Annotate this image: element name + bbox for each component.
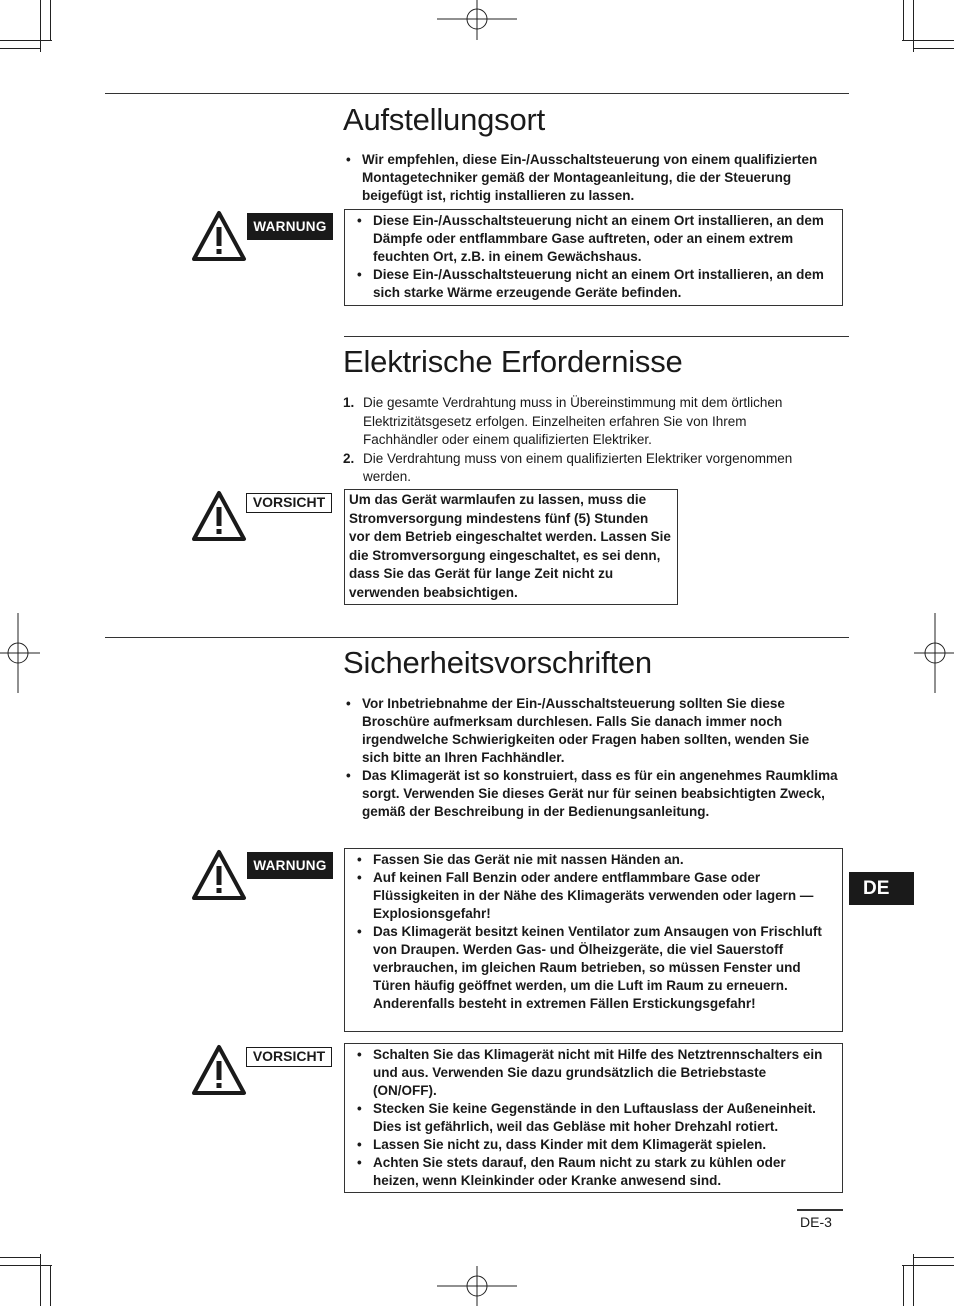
warning-triangle-icon: [191, 1044, 247, 1096]
list-item: [343, 394, 823, 450]
registration-mark-icon: [437, 0, 517, 40]
caution-box: [344, 489, 678, 605]
caution-label: VORSICHT: [246, 493, 332, 513]
list-item: • Wir empfehlen, diese Ein-/Ausschaltsteuerung von einem qualifizierten Montagetechniker gemäß der Montageanleitung, die der Steuerung beigefügt ist, richtig installieren zu lassen.: [344, 151, 839, 205]
caution-label: VORSICHT: [246, 1047, 332, 1067]
language-tab: DE: [849, 872, 914, 905]
item-text: Die gesamte Verdrahtung muss in Übereinstimmung mit dem örtlichen Elektrizitätsgesetz erfolgen. Einzelheiten erfahren Sie von Ihrem Fachhändler oder einem qualifizierten Elektriker.: [363, 395, 783, 447]
list-item: [343, 450, 823, 487]
item-number: 2.: [343, 450, 355, 466]
numbered-list: [343, 394, 823, 487]
section-title: Sicherheitsvorschriften: [343, 645, 652, 680]
registration-mark-icon: [0, 613, 40, 693]
warning-triangle-icon: [191, 849, 247, 901]
warning-label: WARNUNG: [247, 213, 333, 240]
warning-label: WARNUNG: [247, 852, 333, 879]
warning-box: [344, 848, 843, 1032]
list-item: • Das Klimagerät besitzt keinen Ventilator zum Ansaugen von Frischluft von Draupen. Werden Gas- und Ölheizgeräte, die viel Sauerstoff verbrauchen, im gleichen Raum betrieben, so müssen Fenster und Türen häufig geöffnet werden, um die Luft im Raum zu erneuern. Anderenfalls besteht in extremen Fällen Erstickungsgefahr!: [355, 923, 832, 1013]
list-item: • Vor Inbetriebnahme der Ein-/Ausschaltsteuerung sollten Sie diese Broschüre aufmerksam durchlesen. Falls Sie danach immer noch irgendwelche Schwierigkeiten oder Fragen haben sollten, wenden Sie sich bitte an Ihren Fachhändler.: [344, 695, 839, 767]
list-item: • Achten Sie stets darauf, den Raum nicht zu stark zu kühlen oder heizen, wenn Kleinkinder oder Kranke anwesend sind.: [355, 1154, 832, 1190]
list-item: • Stecken Sie keine Gegenstände in den Luftauslass der Außeneinheit. Dies ist gefährlich, weil das Gebläse mit hoher Drehzahl rotiert.: [355, 1100, 832, 1136]
list-item: • Schalten Sie das Klimagerät nicht mit Hilfe des Netztrennschalters ein und aus. Verwenden Sie dazu grundsätzlich die Betriebstaste (ON/OFF).: [355, 1046, 832, 1100]
item-number: 1.: [343, 395, 355, 410]
item-text: Die Verdrahtung muss von einem qualifizierten Elektriker vorgenommen werden.: [363, 450, 793, 484]
warning-list: [355, 851, 832, 1013]
caution-text: Um das Gerät warmlaufen zu lassen, muss die Stromversorgung mindestens fünf (5) Stunden vor dem Betrieb eingeschaltet werden. Lassen Sie die Stromversorgung eingeschaltet, es sei denn, dass Sie das Gerät für lange Zeit nicht zu verwenden beabsichtigen.: [349, 492, 671, 600]
list-item: • Auf keinen Fall Benzin oder andere entflammbare Gase oder Flüssigkeiten in der Nähe des Klimageräts verwenden oder lagern — Explosionsgefahr!: [355, 869, 832, 923]
footer-rule: [797, 1209, 843, 1211]
caution-box: [344, 1043, 843, 1193]
list-item: • Fassen Sie das Gerät nie mit nassen Händen an.: [355, 851, 832, 869]
intro-list: [344, 151, 839, 205]
warning-triangle-icon: [191, 490, 247, 542]
intro-list: [344, 695, 839, 821]
warning-box: [344, 209, 843, 306]
section-divider: [105, 637, 849, 638]
warning-list: [355, 212, 832, 302]
list-item: • Lassen Sie nicht zu, dass Kinder mit dem Klimagerät spielen.: [355, 1136, 832, 1154]
page-number: DE-3: [800, 1214, 832, 1230]
list-item: • Diese Ein-/Ausschaltsteuerung nicht an einem Ort installieren, an dem sich starke Wärme erzeugende Geräte befinden.: [355, 266, 832, 302]
registration-mark-icon: [914, 613, 954, 693]
list-item: • Diese Ein-/Ausschaltsteuerung nicht an einem Ort installieren, an dem Dämpfe oder entflammbare Gase auftreten, oder an einem extrem feuchten Ort, z.B. in einem Gewächshaus.: [355, 212, 832, 266]
registration-mark-icon: [437, 1266, 517, 1306]
section-title: Elektrische Erfordernisse: [343, 344, 683, 379]
caution-list: [355, 1046, 832, 1190]
section-title: Aufstellungsort: [343, 102, 546, 137]
section-divider: [105, 93, 849, 94]
list-item: • Das Klimagerät ist so konstruiert, dass es für ein angenehmes Raumklima sorgt. Verwenden Sie dieses Gerät nur für seinen beabsichtigten Zweck, gemäß der Beschreibung in der Bedienungsanleitung.: [344, 767, 839, 821]
warning-triangle-icon: [191, 210, 247, 262]
section-divider: [344, 336, 849, 337]
